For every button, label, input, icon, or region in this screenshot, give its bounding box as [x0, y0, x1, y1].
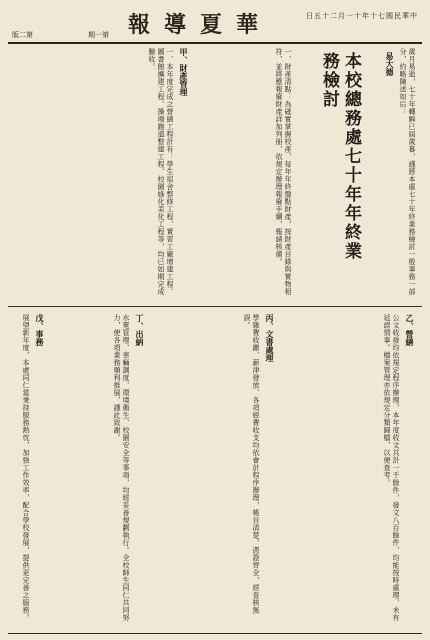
section-5-title: 戊、事務	[35, 314, 45, 346]
section-4-title: 丁、出納	[135, 314, 145, 346]
masthead	[8, 6, 422, 44]
section-divider	[8, 306, 422, 307]
issue-number: 期一第	[88, 31, 109, 39]
closing-paragraph: 展望新年度，本處同仁當秉持服務熱忱，加強工作效率，配合學校發展，提供更完善之服務。	[22, 314, 30, 622]
article-body	[8, 48, 422, 634]
bottom-rule	[8, 633, 422, 634]
article-intro: 歲月易逝，七十年轉瞬已屆歲暮，謹將本處七十年終業務檢討一般事務一部分，約略陳述如后：	[399, 48, 416, 296]
section-1-title: 甲、財產管理	[179, 48, 189, 96]
section-4-text: 學雜費收繳、薪津發放、各項經費收支均依會計程序辦理，帳目清楚，憑證齊全，經查核無誤。	[243, 314, 260, 614]
publication-date: 日五十二月一十年十七國民華中	[306, 12, 418, 20]
newspaper-title: 報導夏華	[128, 12, 273, 38]
article-author: 易大德	[385, 52, 395, 76]
section-1-text: 一、財產清點：為確實掌握校產，每年年終盤點財產，按財產目錄與實物相符，並將應報廢財產詳加列冊，依規定辦理報廢手續，報請核備。	[275, 48, 292, 296]
article-headline: 本校總務處七十年年終業務檢討	[319, 52, 361, 261]
section-5-text: 水電管理、車輛調度、環境衛生、校園安全等事項，均經妥善規劃執行。全校師生同仁共同努力，使各項業務順利推展，謹此致謝。	[113, 314, 130, 622]
section-2-text: 一、本年度完成之營繕工程計有：學生宿舍整修工程、實習工廠增建工程、圖書館擴建工程、操場跑道整建工程、校園綠化美化工程等，均已如期完成驗收。	[148, 48, 174, 296]
section-2-title: 乙、營繕	[405, 314, 415, 346]
section-3-text: 公文收發均依規定程序辦理，本年度收文共計一千餘件，發文八百餘件，均能按時處理，未有延誤情事。檔案管理亦依規定分類歸檔，以便查考。	[383, 314, 400, 622]
page-number: 版二第	[12, 31, 33, 39]
section-3-title: 丙、文書處理	[265, 314, 275, 362]
